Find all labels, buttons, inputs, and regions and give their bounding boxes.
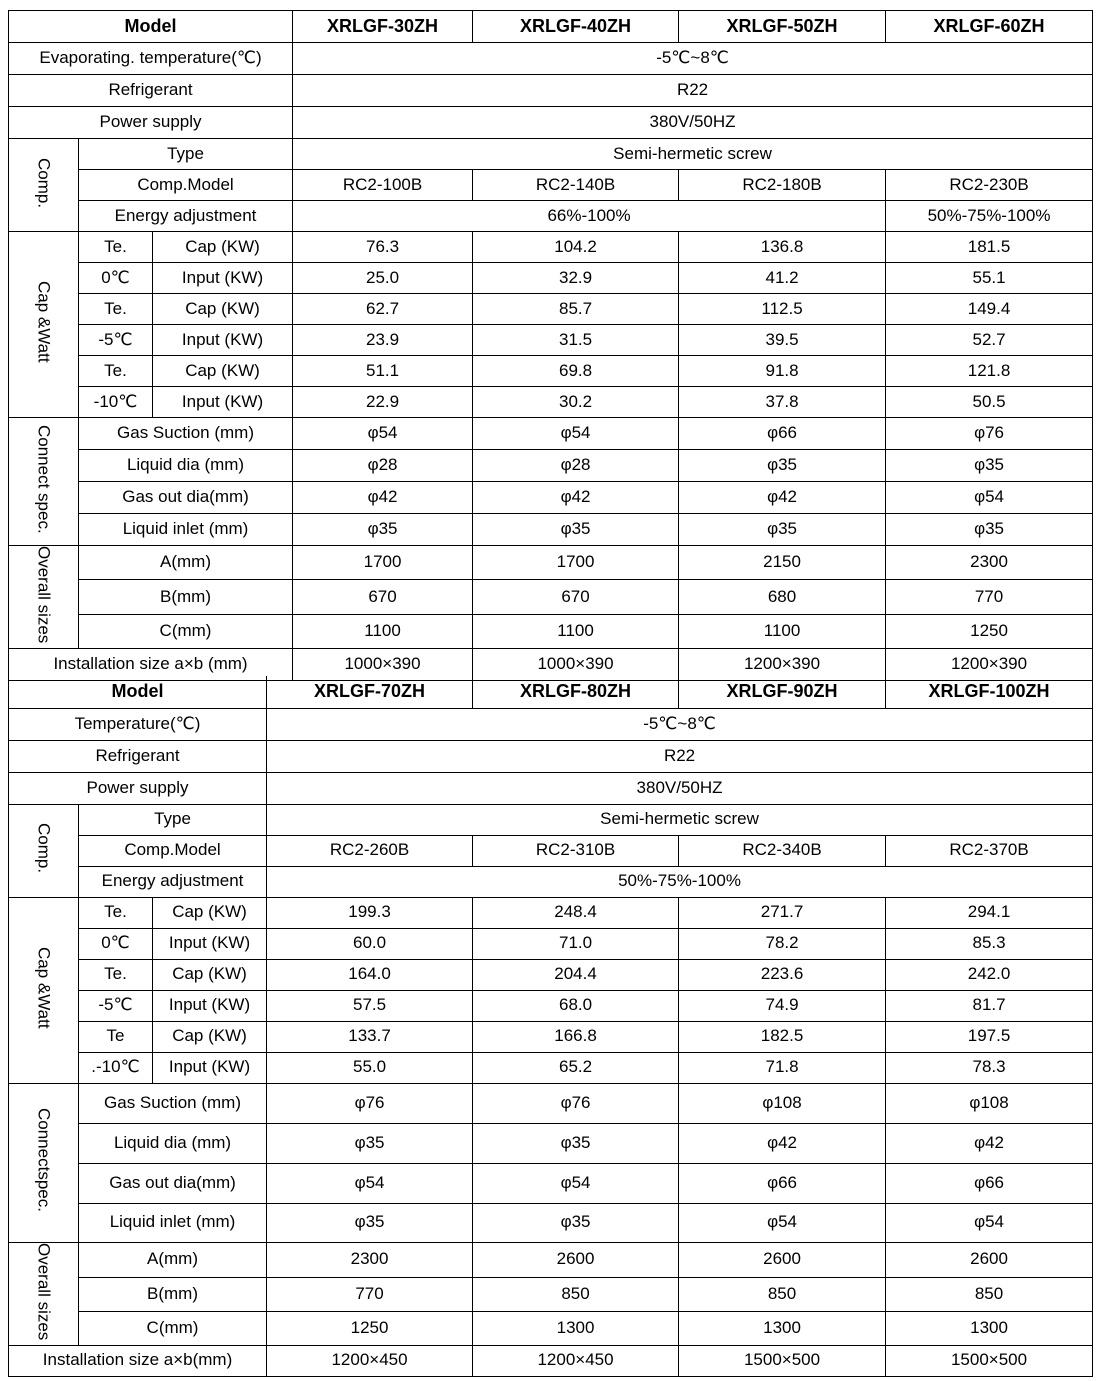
table-row <box>9 1052 1093 1083</box>
connect-value: φ42 <box>886 1123 1093 1163</box>
model-name: XRLGF-50ZH <box>679 11 886 43</box>
input-value: 32.9 <box>473 263 679 294</box>
connect-value: φ42 <box>679 482 886 514</box>
install-value: 1200×450 <box>473 1345 679 1376</box>
cap-value: 91.8 <box>679 356 886 387</box>
cap-value: 223.6 <box>679 959 886 990</box>
size-value: 1300 <box>886 1311 1093 1345</box>
size-value: 770 <box>886 580 1093 614</box>
input-value: 71.8 <box>679 1052 886 1083</box>
te-label: Te. <box>79 232 153 263</box>
te-temp: 0℃ <box>79 263 153 294</box>
spec-table-b <box>8 676 1093 1377</box>
cap-value: 242.0 <box>886 959 1093 990</box>
te-temp: -5℃ <box>79 990 153 1021</box>
connect-value: φ76 <box>886 418 1093 450</box>
cap-value: 166.8 <box>473 1021 679 1052</box>
table-row <box>9 772 1093 804</box>
table-row <box>9 1123 1093 1163</box>
comp-model-value: RC2-230B <box>886 170 1093 201</box>
comp-model-value: RC2-310B <box>473 835 679 866</box>
sizes-group-label: Overall sizes <box>9 546 79 649</box>
spec-table-a <box>8 10 1093 681</box>
cap-label: Cap (KW) <box>153 1021 267 1052</box>
cap-label: Cap (KW) <box>153 232 293 263</box>
install-value: 1000×390 <box>293 649 473 681</box>
evap-temp-value: -5℃~8℃ <box>293 43 1093 75</box>
input-value: 37.8 <box>679 387 886 418</box>
connect-value: φ76 <box>267 1083 473 1123</box>
size-value: 1250 <box>267 1311 473 1345</box>
size-value: 2600 <box>886 1242 1093 1277</box>
te-temp: -5℃ <box>79 325 153 356</box>
size-value: 1700 <box>473 546 679 580</box>
connect-value: φ54 <box>886 482 1093 514</box>
table-row <box>9 294 1093 325</box>
connect-value: φ54 <box>473 418 679 450</box>
table-row <box>9 1242 1093 1277</box>
connect-value: φ28 <box>473 450 679 482</box>
sizes-group-label: Overall sizes <box>9 1242 79 1345</box>
input-value: 23.9 <box>293 325 473 356</box>
cap-value: 76.3 <box>293 232 473 263</box>
table-row <box>9 263 1093 294</box>
input-value: 50.5 <box>886 387 1093 418</box>
table-row <box>9 1203 1093 1242</box>
size-value: 2600 <box>473 1242 679 1277</box>
connect-value: φ108 <box>886 1083 1093 1123</box>
te-temp: 0℃ <box>79 928 153 959</box>
size-value: 1250 <box>886 614 1093 648</box>
input-label: Input (KW) <box>153 325 293 356</box>
cap-value: 248.4 <box>473 897 679 928</box>
size-label: B(mm) <box>79 1277 267 1311</box>
size-value: 2600 <box>679 1242 886 1277</box>
comp-model-value: RC2-370B <box>886 835 1093 866</box>
table-row <box>9 708 1093 740</box>
connect-value: φ76 <box>473 1083 679 1123</box>
input-value: 81.7 <box>886 990 1093 1021</box>
input-value: 78.3 <box>886 1052 1093 1083</box>
energy-label: Energy adjustment <box>79 866 267 897</box>
input-value: 78.2 <box>679 928 886 959</box>
size-value: 850 <box>473 1277 679 1311</box>
refrigerant-label: Refrigerant <box>9 740 267 772</box>
table-row <box>9 928 1093 959</box>
size-label: C(mm) <box>79 614 293 648</box>
install-label: Installation size a×b (mm) <box>9 649 293 681</box>
size-value: 1300 <box>473 1311 679 1345</box>
size-value: 1100 <box>679 614 886 648</box>
refrigerant-value: R22 <box>293 75 1093 107</box>
cap-value: 181.5 <box>886 232 1093 263</box>
table-row <box>9 1021 1093 1052</box>
size-value: 680 <box>679 580 886 614</box>
size-value: 850 <box>679 1277 886 1311</box>
cap-value: 69.8 <box>473 356 679 387</box>
connect-value: φ35 <box>679 450 886 482</box>
cap-value: 136.8 <box>679 232 886 263</box>
cap-value: 197.5 <box>886 1021 1093 1052</box>
energy-value: 50%-75%-100% <box>886 201 1093 232</box>
input-label: Input (KW) <box>153 928 267 959</box>
connect-label: Liquid inlet (mm) <box>79 1203 267 1242</box>
connect-value: φ35 <box>473 1203 679 1242</box>
table-row <box>9 1277 1093 1311</box>
connect-label: Gas Suction (mm) <box>79 1083 267 1123</box>
table-row <box>9 139 1093 170</box>
connect-value: φ35 <box>267 1123 473 1163</box>
power-label: Power supply <box>9 107 293 139</box>
cap-value: 85.7 <box>473 294 679 325</box>
input-value: 60.0 <box>267 928 473 959</box>
install-value: 1200×450 <box>267 1345 473 1376</box>
table-row <box>9 1083 1093 1123</box>
size-value: 2300 <box>267 1242 473 1277</box>
te-temp: .-10℃ <box>79 1052 153 1083</box>
connect-value: φ35 <box>886 450 1093 482</box>
input-value: 22.9 <box>293 387 473 418</box>
table-row <box>9 201 1093 232</box>
model-name: XRLGF-30ZH <box>293 11 473 43</box>
cap-value: 271.7 <box>679 897 886 928</box>
evap-temp-label: Evaporating. temperature(℃) <box>9 43 293 75</box>
connect-value: φ35 <box>473 1123 679 1163</box>
input-label: Input (KW) <box>153 990 267 1021</box>
connect-value: φ66 <box>679 418 886 450</box>
connect-value: φ35 <box>886 514 1093 546</box>
cap-value: 294.1 <box>886 897 1093 928</box>
table-row <box>9 232 1093 263</box>
comp-group-label: Comp. <box>9 804 79 897</box>
connect-value: φ42 <box>473 482 679 514</box>
type-value: Semi-hermetic screw <box>267 804 1093 835</box>
input-value: 57.5 <box>267 990 473 1021</box>
connect-label: Gas out dia(mm) <box>79 482 293 514</box>
table-row <box>9 418 1093 450</box>
cap-value: 62.7 <box>293 294 473 325</box>
input-value: 68.0 <box>473 990 679 1021</box>
connect-value: φ66 <box>679 1163 886 1203</box>
install-label: Installation size a×b(mm) <box>9 1345 267 1376</box>
connect-value: φ42 <box>679 1123 886 1163</box>
size-value: 1100 <box>293 614 473 648</box>
te-label: Te <box>79 1021 153 1052</box>
connect-value: φ35 <box>473 514 679 546</box>
energy-value: 66%-100% <box>293 201 886 232</box>
type-label: Type <box>79 804 267 835</box>
model-label: Model <box>9 676 267 708</box>
table-row <box>9 387 1093 418</box>
size-label: B(mm) <box>79 580 293 614</box>
refrigerant-value: R22 <box>267 740 1093 772</box>
input-value: 52.7 <box>886 325 1093 356</box>
input-value: 25.0 <box>293 263 473 294</box>
connect-value: φ42 <box>293 482 473 514</box>
table-row <box>9 959 1093 990</box>
install-value: 1200×390 <box>886 649 1093 681</box>
install-value: 1500×500 <box>886 1345 1093 1376</box>
connect-value: φ35 <box>267 1203 473 1242</box>
table-row <box>9 990 1093 1021</box>
model-name: XRLGF-60ZH <box>886 11 1093 43</box>
cap-value: 112.5 <box>679 294 886 325</box>
input-value: 55.1 <box>886 263 1093 294</box>
cap-value: 149.4 <box>886 294 1093 325</box>
input-value: 39.5 <box>679 325 886 356</box>
input-value: 85.3 <box>886 928 1093 959</box>
power-label: Power supply <box>9 772 267 804</box>
model-name: XRLGF-100ZH <box>886 676 1093 708</box>
model-name: XRLGF-90ZH <box>679 676 886 708</box>
table-row <box>9 614 1093 648</box>
table-row <box>9 482 1093 514</box>
input-label: Input (KW) <box>153 387 293 418</box>
connect-label: Liquid dia (mm) <box>79 1123 267 1163</box>
size-label: A(mm) <box>79 1242 267 1277</box>
connect-value: φ35 <box>679 514 886 546</box>
cap-label: Cap (KW) <box>153 959 267 990</box>
input-value: 65.2 <box>473 1052 679 1083</box>
table-row <box>9 75 1093 107</box>
model-label: Model <box>9 11 293 43</box>
table-row <box>9 897 1093 928</box>
connect-label: Gas Suction (mm) <box>79 418 293 450</box>
table-row <box>9 546 1093 580</box>
refrigerant-label: Refrigerant <box>9 75 293 107</box>
connect-value: φ35 <box>293 514 473 546</box>
cap-value: 182.5 <box>679 1021 886 1052</box>
input-value: 55.0 <box>267 1052 473 1083</box>
install-value: 1200×390 <box>679 649 886 681</box>
size-label: C(mm) <box>79 1311 267 1345</box>
size-value: 670 <box>293 580 473 614</box>
cap-value: 199.3 <box>267 897 473 928</box>
input-value: 74.9 <box>679 990 886 1021</box>
temp-value: -5℃~8℃ <box>267 708 1093 740</box>
comp-model-value: RC2-180B <box>679 170 886 201</box>
connect-value: φ54 <box>293 418 473 450</box>
input-value: 30.2 <box>473 387 679 418</box>
size-value: 850 <box>886 1277 1093 1311</box>
header-row <box>9 676 1093 708</box>
cap-value: 51.1 <box>293 356 473 387</box>
comp-model-value: RC2-340B <box>679 835 886 866</box>
connect-value: φ54 <box>886 1203 1093 1242</box>
energy-value: 50%-75%-100% <box>267 866 1093 897</box>
connect-value: φ54 <box>679 1203 886 1242</box>
capwatt-group-label: Cap &Watt <box>9 232 79 418</box>
cap-value: 164.0 <box>267 959 473 990</box>
table-row <box>9 866 1093 897</box>
connect-label: Liquid inlet (mm) <box>79 514 293 546</box>
cap-value: 204.4 <box>473 959 679 990</box>
table-row <box>9 835 1093 866</box>
power-value: 380V/50HZ <box>293 107 1093 139</box>
table-row <box>9 1163 1093 1203</box>
size-value: 2150 <box>679 546 886 580</box>
type-value: Semi-hermetic screw <box>293 139 1093 170</box>
te-label: Te. <box>79 356 153 387</box>
model-name: XRLGF-40ZH <box>473 11 679 43</box>
te-label: Te. <box>79 294 153 325</box>
input-label: Input (KW) <box>153 263 293 294</box>
energy-label: Energy adjustment <box>79 201 293 232</box>
table-row <box>9 514 1093 546</box>
size-value: 1700 <box>293 546 473 580</box>
te-label: Te. <box>79 897 153 928</box>
connect-label: Gas out dia(mm) <box>79 1163 267 1203</box>
table-row <box>9 170 1093 201</box>
input-label: Input (KW) <box>153 1052 267 1083</box>
table-row <box>9 1345 1093 1376</box>
cap-label: Cap (KW) <box>153 356 293 387</box>
connect-value: φ54 <box>473 1163 679 1203</box>
capwatt-group-label: Cap &Watt <box>9 897 79 1083</box>
table-row <box>9 43 1093 75</box>
size-label: A(mm) <box>79 546 293 580</box>
table-row <box>9 580 1093 614</box>
comp-model-label: Comp.Model <box>79 835 267 866</box>
input-value: 41.2 <box>679 263 886 294</box>
connect-value: φ28 <box>293 450 473 482</box>
input-value: 31.5 <box>473 325 679 356</box>
header-row <box>9 11 1093 43</box>
comp-model-label: Comp.Model <box>79 170 293 201</box>
model-name: XRLGF-80ZH <box>473 676 679 708</box>
connect-value: φ54 <box>267 1163 473 1203</box>
size-value: 1300 <box>679 1311 886 1345</box>
size-value: 670 <box>473 580 679 614</box>
cap-label: Cap (KW) <box>153 897 267 928</box>
connect-value: φ108 <box>679 1083 886 1123</box>
connect-label: Liquid dia (mm) <box>79 450 293 482</box>
comp-model-value: RC2-260B <box>267 835 473 866</box>
install-value: 1000×390 <box>473 649 679 681</box>
cap-label: Cap (KW) <box>153 294 293 325</box>
cap-value: 133.7 <box>267 1021 473 1052</box>
comp-model-value: RC2-100B <box>293 170 473 201</box>
te-label: Te. <box>79 959 153 990</box>
cap-value: 104.2 <box>473 232 679 263</box>
table-row <box>9 740 1093 772</box>
comp-model-value: RC2-140B <box>473 170 679 201</box>
size-value: 1100 <box>473 614 679 648</box>
cap-value: 121.8 <box>886 356 1093 387</box>
power-value: 380V/50HZ <box>267 772 1093 804</box>
connect-value: φ66 <box>886 1163 1093 1203</box>
input-value: 71.0 <box>473 928 679 959</box>
table-row <box>9 356 1093 387</box>
te-temp: -10℃ <box>79 387 153 418</box>
table-row <box>9 325 1093 356</box>
table-row <box>9 107 1093 139</box>
size-value: 770 <box>267 1277 473 1311</box>
table-row <box>9 1311 1093 1345</box>
connect-group-label: Connect spec. <box>9 418 79 546</box>
connect-group-label: Connectspec. <box>9 1083 79 1242</box>
model-name: XRLGF-70ZH <box>267 676 473 708</box>
temp-label: Temperature(℃) <box>9 708 267 740</box>
table-row <box>9 804 1093 835</box>
table-row <box>9 450 1093 482</box>
install-value: 1500×500 <box>679 1345 886 1376</box>
comp-group-label: Comp. <box>9 139 79 232</box>
size-value: 2300 <box>886 546 1093 580</box>
type-label: Type <box>79 139 293 170</box>
